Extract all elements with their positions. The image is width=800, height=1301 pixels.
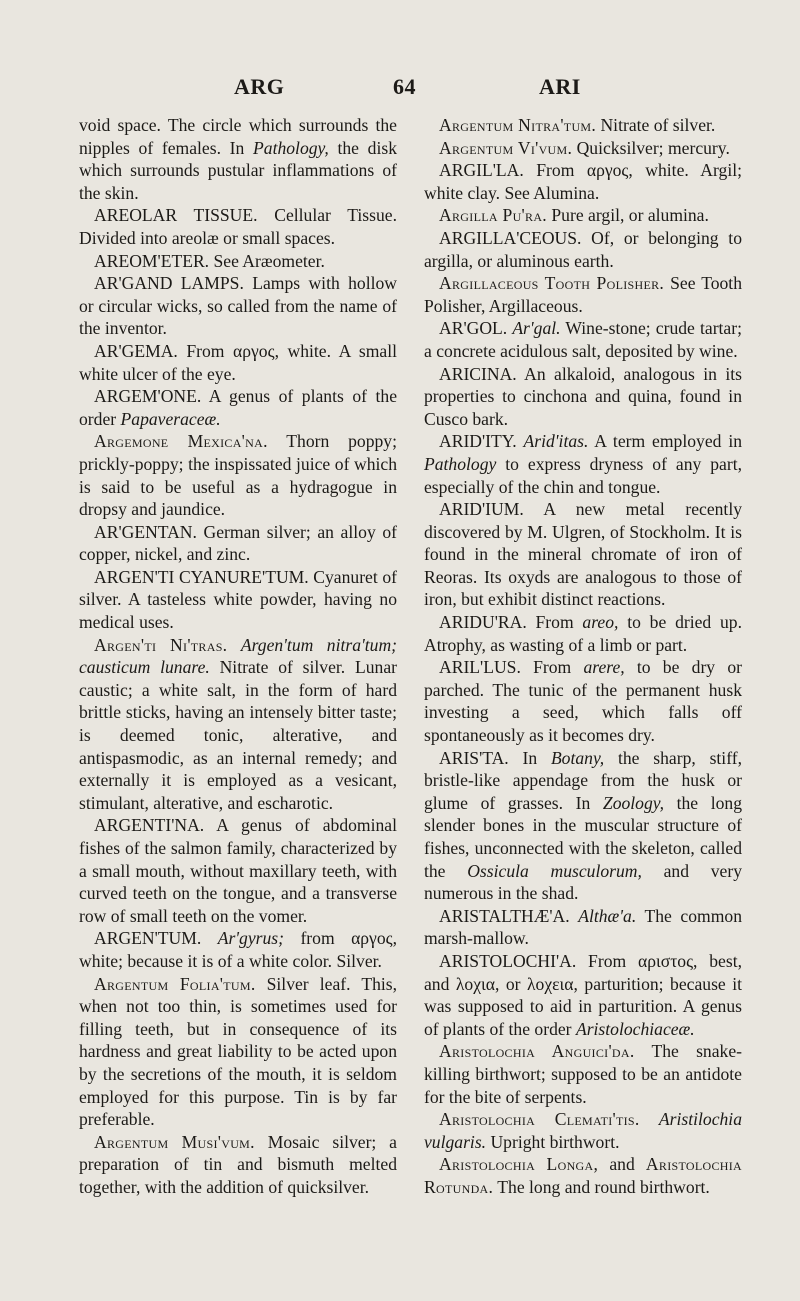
left-column: [79, 114, 397, 1199]
entry-text: to express dryness of any part, especially of the chin and tongue.: [424, 453, 742, 497]
small-caps-term: Argen'ti Ni'tras.: [94, 634, 228, 655]
dictionary-entry: [424, 905, 742, 950]
italic-term: arere,: [583, 657, 625, 678]
entry-text: [640, 1109, 659, 1129]
entry-text: from αργος, white; because it is of a white color. Silver.: [79, 928, 397, 971]
dictionary-entry: [79, 250, 397, 273]
entry-text: AR'GEMA. From αργος, white. A small white ulcer of the eye.: [79, 340, 397, 384]
entry-text: ARIDU'RA. From: [439, 612, 583, 633]
entry-text: ARISTALTHÆ'A.: [439, 905, 579, 926]
entry-text: ARISTOLOCHI'A. From αριστος, best, and λοχια, or λοχεια, parturition; because it was supposed to aid in parturition. A genus of plants of the order: [424, 950, 742, 1039]
italic-term: Ossicula musculorum,: [467, 860, 642, 881]
dictionary-entry: [79, 566, 397, 634]
small-caps-term: Argillaceous Tooth Polisher.: [439, 273, 665, 294]
dictionary-entry: [424, 1153, 742, 1198]
page-number: 64: [393, 74, 416, 99]
entry-text: ARGENTI'NA. A genus of abdominal fishes of the salmon family, characterized by a small mouth, without maxillary teeth, with curved teeth on the tongue, and a transverse row of small teeth on the vomer.: [79, 815, 397, 926]
dictionary-entry: [424, 656, 742, 746]
entry-text: ARICINA. An alkaloid, analogous in its properties to cinchona and quina, found in Cusco bark.: [424, 363, 742, 429]
entry-text: AR'GAND LAMPS. Lamps with hollow or circular wicks, so called from the name of the inventor.: [79, 273, 397, 339]
italic-term: Ar'gal.: [512, 318, 561, 339]
entry-text: and: [598, 1154, 646, 1175]
italic-term: Althæ'a.: [578, 905, 637, 926]
dictionary-entry: [79, 1131, 397, 1199]
small-caps-term: Argentum Folia'tum.: [94, 973, 256, 994]
small-caps-term: Argilla Pu'ra.: [439, 205, 547, 226]
dictionary-entry: [79, 340, 397, 385]
entry-text: ARGIL'LA. From αργος, white. Argil; white clay. See Alumina.: [424, 160, 742, 203]
entry-text: Nitrate of silver.: [596, 115, 716, 135]
entry-text: The common marsh-mallow.: [424, 905, 743, 949]
dictionary-entry: [424, 204, 742, 227]
dictionary-entry: [424, 611, 742, 656]
dictionary-entry: [424, 747, 742, 905]
dictionary-entry: [424, 114, 742, 137]
dictionary-entry: [424, 363, 742, 431]
header-right-guideword: ARI: [539, 74, 581, 99]
italic-term: Ar'gyrus;: [217, 928, 285, 949]
entry-text: ARGILLA'CEOUS. Of, or belonging to argilla, or aluminous earth.: [424, 227, 742, 271]
italic-term: Zoology,: [602, 792, 665, 813]
dictionary-entry: [79, 521, 397, 566]
entry-text: [227, 635, 240, 655]
entry-text: ARID'ITY.: [439, 431, 524, 452]
italic-term: Botany,: [550, 747, 605, 768]
entry-text: Silver leaf. This, when not too thin, is sometimes used for filling teeth, but in consequence of its hardness and great liability to be acted upon by the secretions of the mouth, it is seldom employed for this purpose. Tin is by far preferable.: [79, 973, 397, 1130]
italic-term: areo,: [582, 612, 619, 633]
entry-text: AREOLAR TISSUE. Cellular Tissue. Divided into areolæ or small spaces.: [79, 205, 397, 248]
small-caps-term: Aristolochia Longa,: [439, 1154, 599, 1175]
dictionary-entry: [424, 430, 742, 498]
dictionary-entry: [424, 498, 742, 611]
entry-text: the long slender bones in the muscular structure of fishes, unconnected with the skeleton, called the: [424, 792, 742, 881]
dictionary-entry: [424, 159, 742, 204]
dictionary-entry: [79, 430, 397, 520]
dictionary-entry: [424, 227, 742, 272]
entry-text: Nitrate of silver. Lunar caustic; a white salt, in the form of hard brittle sticks, having an intensely bitter taste; is deemed tonic, alterative, and antispasmodic, as an internal remedy; and externally it is employed as a vesicant, stimulant, alterative, and escharotic.: [79, 657, 397, 813]
right-column: [424, 114, 742, 1199]
dictionary-entry: [79, 973, 397, 1131]
entry-text: ARGEM'ONE. A genus of plants of the order: [79, 386, 397, 429]
entry-text: The long and round birthwort.: [493, 1176, 710, 1197]
entry-text: ARIL'LUS. From: [439, 657, 584, 678]
dictionary-entry: [424, 1108, 742, 1153]
small-caps-term: Aristolochia Clemati'tis.: [439, 1109, 640, 1130]
small-caps-term: Aristolochia Anguici'da.: [439, 1041, 635, 1062]
dictionary-entry: [79, 204, 397, 249]
dictionary-entry: [79, 114, 397, 204]
header-left-guideword: ARG: [234, 74, 285, 99]
small-caps-term: Argentum Musi'vum.: [94, 1131, 255, 1152]
dictionary-entry: [79, 385, 397, 430]
italic-term: Aristolochiaceæ.: [575, 1018, 695, 1039]
entry-text: ARIS'TA. In: [439, 747, 551, 768]
entry-text: Thorn poppy; prickly-poppy; the inspissated juice of which is said to be useful as a hydragogue in dropsy and jaundice.: [79, 431, 397, 520]
entry-text: Pure argil, or alumina.: [547, 205, 709, 226]
italic-term: Arid'itas.: [523, 431, 589, 452]
entry-text: See Tooth Polisher, Argillaceous.: [424, 273, 742, 316]
entry-text: and very numerous in the shad.: [424, 860, 742, 904]
dictionary-entry: [424, 950, 742, 1040]
entry-text: Wine-stone; crude tartar; a concrete acidulous salt, deposited by wine.: [424, 318, 742, 361]
entry-text: A term employed in: [588, 431, 743, 452]
small-caps-term: Aristolochia Rotunda.: [424, 1154, 742, 1197]
entry-text: AR'GENTAN. German silver; an alloy of copper, nickel, and zinc.: [79, 521, 397, 565]
dictionary-entry: [424, 137, 742, 160]
entry-text: AR'GOL.: [439, 318, 513, 339]
italic-term: Pathology,: [253, 137, 329, 158]
dictionary-entry: [79, 634, 397, 815]
entry-text: ARID'IUM. A new metal recently discovered by M. Ulgren, of Stockholm. It is found in the mineral chromate of iron of Reoras. Its oxyds are analogous to those of iron, but exhibit distinct reactions.: [424, 499, 742, 610]
dictionary-entry: [424, 317, 742, 362]
entry-text: Quicksilver; mercury.: [572, 137, 730, 158]
italic-term: Aristilochia vulgaris.: [424, 1109, 742, 1152]
entry-text: to be dry or parched. The tunic of the permanent husk investing a seed, which falls off spontaneously as it becomes dry.: [424, 657, 742, 746]
entry-text: to be dried up. Atrophy, as wasting of a limb or part.: [424, 612, 742, 655]
dictionary-entry: [424, 1040, 742, 1108]
entry-text: the disk which surrounds pustular inflammations of the skin.: [79, 137, 397, 203]
entry-text: Upright birthwort.: [486, 1131, 620, 1152]
italic-term: Papaveraceæ.: [120, 408, 221, 429]
italic-term: Argen'tum nitra'tum; causticum lunare.: [79, 634, 398, 678]
dictionary-entry: [79, 927, 397, 972]
italic-term: Pathology: [424, 453, 497, 474]
small-caps-term: Argentum Vi'vum.: [439, 137, 573, 158]
dictionary-entry: [79, 814, 397, 927]
small-caps-term: Argemone Mexica'na.: [94, 431, 268, 452]
dictionary-entry: [79, 272, 397, 340]
entry-text: void space. The circle which surrounds the nipples of females. In: [79, 115, 397, 158]
entry-text: ARGEN'TUM.: [94, 928, 218, 949]
running-header: [0, 74, 800, 104]
entry-text: The snake-killing birthwort; supposed to be an antidote for the bite of serpents.: [424, 1041, 742, 1107]
entry-text: ARGEN'TI CYANURE'TUM. Cyanuret of silver. A tasteless white powder, having no medical uses.: [79, 566, 397, 633]
small-caps-term: Argentum Nitra'tum.: [439, 115, 597, 135]
entry-text: AREOM'ETER. See Aræometer.: [94, 250, 325, 271]
dictionary-entry: [424, 272, 742, 317]
entry-text: the sharp, stiff, bristle-like appendage from the husk or glume of grasses. In: [424, 747, 742, 813]
entry-text: Mosaic silver; a preparation of tin and bismuth melted together, with the addition of quicksilver.: [79, 1131, 397, 1197]
